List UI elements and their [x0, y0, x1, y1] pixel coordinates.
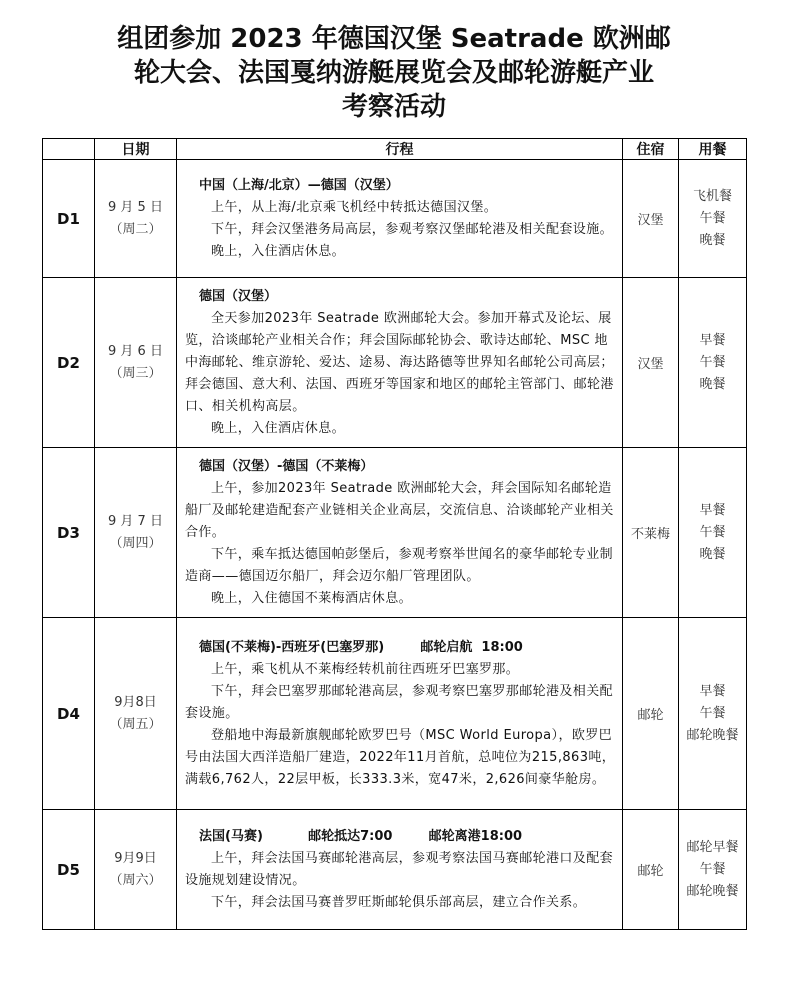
weekday-text: （周二） — [109, 221, 162, 237]
itinerary-cell — [177, 278, 623, 448]
itinerary-paragraph: 晚上，入住酒店休息。 — [211, 420, 346, 436]
stay-cell: 不莱梅 — [623, 448, 679, 618]
meals-cell — [679, 448, 747, 618]
meals-cell — [679, 278, 747, 448]
meal-item: 早餐 — [699, 683, 726, 699]
day-cell: D4 — [43, 618, 95, 810]
weekday-text: （周四） — [109, 535, 162, 551]
day-cell: D5 — [43, 810, 95, 930]
meal-item: 邮轮晚餐 — [686, 727, 739, 743]
itinerary-paragraph: 全天参加2023年 Seatrade 欧洲邮轮大会。参加开幕式及论坛、展览，洽谈邮轮产业相关合作；拜会国际邮轮协会、歌诗达邮轮、MSC 地中海邮轮、维京游轮、爱达、途易、海达路德等世界知名邮轮公司高层；拜会德国、意大利、法国、西班牙等国家和地区的邮轮主管部门、邮轮港口、相关机构高层。 — [185, 310, 614, 414]
itinerary-cell — [177, 448, 623, 618]
date-cell — [95, 810, 177, 930]
itinerary-paragraph: 登船地中海最新旗舰邮轮欧罗巴号（MSC World Europa），欧罗巴号由法国大西洋造船厂建造，2022年11月首航，总吨位为215,863吨，满载6,762人，22层甲板，长333.3米，宽47米，2,626间豪华舱房。 — [185, 727, 616, 787]
meal-item: 早餐 — [699, 332, 726, 348]
meal-item: 晚餐 — [699, 546, 726, 562]
day-cell: D2 — [43, 278, 95, 448]
title-line-2: 轮大会、法国戛纳游艇展览会及邮轮游艇产业 — [133, 58, 654, 88]
weekday-text: （周六） — [109, 872, 162, 888]
meals-cell — [679, 618, 747, 810]
meal-item: 早餐 — [699, 502, 726, 518]
meal-item: 晚餐 — [699, 232, 726, 248]
stay-cell: 邮轮 — [623, 810, 679, 930]
itinerary-cell — [177, 160, 623, 278]
meal-item: 午餐 — [699, 861, 726, 877]
itinerary-paragraph: 下午，拜会巴塞罗那邮轮港高层，参观考察巴塞罗那邮轮港及相关配套设施。 — [185, 683, 614, 721]
header-date: 日期 — [95, 139, 177, 160]
header-day — [43, 139, 95, 160]
itinerary-heading: 德国（汉堡） — [199, 288, 278, 304]
meal-item: 晚餐 — [699, 376, 726, 392]
document-title — [0, 22, 788, 124]
itinerary-paragraph: 下午，拜会法国马赛普罗旺斯邮轮俱乐部高层，建立合作关系。 — [211, 894, 587, 910]
stay-cell: 汉堡 — [623, 278, 679, 448]
meals-cell — [679, 160, 747, 278]
itinerary-paragraph: 上午，参加2023年 Seatrade 欧洲邮轮大会，拜会国际知名邮轮造船厂及邮轮建造配套产业链相关企业高层，交流信息、洽谈邮轮产业相关合作。 — [185, 480, 614, 540]
table-header-row — [43, 139, 747, 160]
itinerary-table — [42, 138, 747, 930]
date-cell — [95, 618, 177, 810]
meal-item: 午餐 — [699, 524, 726, 540]
itinerary-heading: 中国（上海/北京）—德国（汉堡） — [199, 177, 399, 193]
day-cell: D1 — [43, 160, 95, 278]
itinerary-paragraph: 晚上，入住德国不莱梅酒店休息。 — [211, 590, 413, 606]
meals-cell — [679, 810, 747, 930]
date-cell — [95, 278, 177, 448]
itinerary-paragraph: 晚上，入住酒店休息。 — [211, 243, 346, 259]
date-text: 9 月 6 日 — [108, 343, 163, 359]
table-row — [43, 448, 747, 618]
meal-item: 午餐 — [699, 705, 726, 721]
meal-item: 飞机餐 — [692, 188, 732, 204]
table-row — [43, 160, 747, 278]
itinerary-heading: 法国(马赛) 邮轮抵达7:00 邮轮离港18:00 — [199, 828, 523, 844]
itinerary-cell — [177, 810, 623, 930]
itinerary-paragraph: 上午，乘飞机从不莱梅经转机前往西班牙巴塞罗那。 — [211, 661, 520, 677]
table-row — [43, 278, 747, 448]
header-meals: 用餐 — [679, 139, 747, 160]
table-row — [43, 810, 747, 930]
itinerary-paragraph: 上午，拜会法国马赛邮轮港高层，参观考察法国马赛邮轮港口及配套设施规划建设情况。 — [185, 850, 614, 888]
itinerary-paragraph: 下午，乘车抵达德国帕彭堡后，参观考察举世闻名的豪华邮轮专业制造商——德国迈尔船厂，拜会迈尔船厂管理团队。 — [185, 546, 614, 584]
day-cell: D3 — [43, 448, 95, 618]
itinerary-cell — [177, 618, 623, 810]
date-cell — [95, 448, 177, 618]
meal-item: 午餐 — [699, 210, 726, 226]
header-itinerary: 行程 — [177, 139, 623, 160]
date-text: 9月9日 — [114, 850, 157, 866]
meal-item: 午餐 — [699, 354, 726, 370]
header-stay: 住宿 — [623, 139, 679, 160]
itinerary-heading: 德国（汉堡）-德国（不莱梅） — [199, 458, 374, 474]
weekday-text: （周三） — [109, 365, 162, 381]
date-cell — [95, 160, 177, 278]
weekday-text: （周五） — [109, 716, 162, 732]
title-line-3: 考察活动 — [341, 92, 446, 122]
table-row — [43, 618, 747, 810]
meal-item: 邮轮晚餐 — [686, 883, 739, 899]
title-line-1: 组团参加 2023 年德国汉堡 Seatrade 欧洲邮 — [117, 24, 671, 54]
meal-item: 邮轮早餐 — [686, 839, 739, 855]
date-text: 9 月 5 日 — [108, 199, 163, 215]
itinerary-heading: 德国(不莱梅)-西班牙(巴塞罗那) 邮轮启航 18:00 — [199, 639, 523, 655]
date-text: 9月8日 — [114, 694, 157, 710]
itinerary-paragraph: 上午，从上海/北京乘飞机经中转抵达德国汉堡。 — [211, 199, 498, 215]
date-text: 9 月 7 日 — [108, 513, 163, 529]
itinerary-paragraph: 下午，拜会汉堡港务局高层，参观考察汉堡邮轮港及相关配套设施。 — [211, 221, 614, 237]
stay-cell: 邮轮 — [623, 618, 679, 810]
stay-cell: 汉堡 — [623, 160, 679, 278]
